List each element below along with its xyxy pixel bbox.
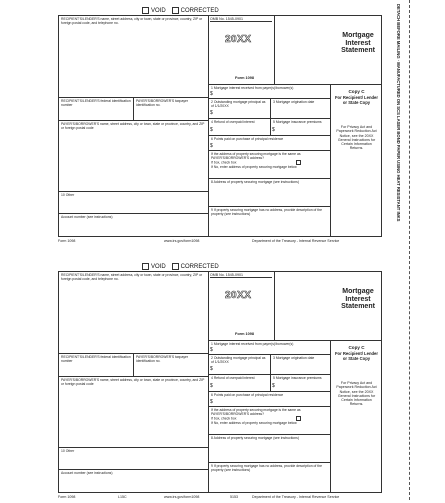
copy-info-block: [331, 85, 382, 236]
void-checkbox[interactable]: VOID: [142, 7, 166, 14]
box10-other-field[interactable]: 10 Other: [59, 448, 209, 470]
perforation-line: [409, 0, 410, 500]
footer-url: www.irs.gov/form1098: [164, 239, 200, 243]
payer-tin-field[interactable]: PAYER'S/BORROWER'S taxpayer identification no.: [134, 98, 209, 121]
box6-points-field[interactable]: 6 Points paid on purchase of principal residence $: [209, 392, 331, 407]
margin-text-strip: [392, 4, 402, 494]
box7-same-address-field[interactable]: If the address of property securing mortgage is the same as PAYER'S/BORROWER'S address? If box, check box If No, enter address of property securing mortgage below: [209, 151, 331, 179]
status-checkboxes: [142, 6, 219, 15]
box9-description-field[interactable]: 9 If property securing mortgage has no address, provide description of the property (see instructions): [209, 207, 331, 236]
box4-refund-field[interactable]: 4 Refund of overpaid interest $: [209, 375, 271, 392]
box5-insurance-field[interactable]: 5 Mortgage insurance premiums $: [271, 375, 331, 392]
box6-points-field[interactable]: 6 Points paid on purchase of principal residence $: [209, 136, 331, 151]
year-block: OMB No. 1545-0901 20XX Form 1098: [209, 16, 275, 85]
payer-name-field[interactable]: PAYER'S/BORROWER'S name, street address, city or town, state or province, country, and ZIP or foreign postal code: [59, 121, 209, 192]
footer-code: L15C: [118, 495, 127, 499]
tax-year: 20XX: [225, 290, 252, 301]
corrected-box-icon[interactable]: [172, 263, 179, 270]
box4-refund-field[interactable]: 4 Refund of overpaid interest $: [209, 119, 271, 136]
void-box-icon[interactable]: [142, 7, 149, 14]
box1-interest-field[interactable]: 1 Mortgage interest received from payer(s)/borrower(s) $: [209, 341, 331, 355]
tax-year: 20XX: [225, 34, 252, 45]
copy-title: Copy C: [348, 89, 365, 94]
recipient-tin-field[interactable]: RECIPIENT'S/LENDER'S federal identification number: [59, 354, 134, 377]
status-checkboxes: [142, 262, 219, 271]
box8-property-address-field[interactable]: 8 Address of property securing mortgage (see instructions): [209, 179, 331, 207]
footer-form-label: Form 1098: [58, 239, 76, 243]
title-block: [275, 16, 382, 85]
copy-subtitle: For Recipient/ Lender or State Copy: [334, 351, 379, 362]
title-block: [275, 272, 382, 341]
form-frame: [58, 15, 382, 237]
form-title: Mortgage Interest Statement: [341, 32, 375, 54]
box2-principal-field[interactable]: 2 Outstanding mortgage principal as of 1/1/20XX $: [209, 355, 271, 375]
void-box-icon[interactable]: [142, 263, 149, 270]
corrected-box-icon[interactable]: [172, 7, 179, 14]
form-footer: [58, 239, 382, 247]
box10-other-field[interactable]: 10 Other: [59, 192, 209, 214]
form-frame: [58, 271, 382, 493]
box7-checkbox-icon[interactable]: [296, 160, 301, 165]
box1-interest-field[interactable]: 1 Mortgage interest received from payer(s)/borrower(s) $: [209, 85, 331, 99]
footer-url: www.irs.gov/form1098: [164, 495, 200, 499]
box3-origination-field[interactable]: 3 Mortgage origination date: [271, 99, 331, 119]
box8-property-address-field[interactable]: 8 Address of property securing mortgage (see instructions): [209, 435, 331, 463]
box5-insurance-field[interactable]: 5 Mortgage insurance premiums $: [271, 119, 331, 136]
footer-dept: Department of the Treasury - Internal Revenue Service: [252, 495, 340, 499]
copy-subtitle: For Recipient/ Lender or State Copy: [334, 95, 379, 106]
box7-checkbox-icon[interactable]: [296, 416, 301, 421]
form-footer: [58, 495, 382, 503]
account-number-field[interactable]: Account number (see instructions): [59, 214, 209, 236]
recipient-tin-field[interactable]: RECIPIENT'S/LENDER'S federal identification number: [59, 98, 134, 121]
recipient-info-field[interactable]: RECIPIENT'S/LENDER'S name, street address, city or town, state or province, country, ZIP or foreign postal code, and telephone no.: [59, 16, 209, 98]
box7-same-address-field[interactable]: If the address of property securing mortgage is the same as PAYER'S/BORROWER'S address? If box, check box If No, enter address of property securing mortgage below: [209, 407, 331, 435]
copy-info-block: [331, 341, 382, 492]
privacy-notice: For Privacy Act and Paperwork Reduction Act Notice, see the 20XX General Instructions for Certain Information Returns.: [336, 125, 377, 151]
corrected-checkbox[interactable]: CORRECTED: [172, 7, 219, 14]
recipient-info-field[interactable]: RECIPIENT'S/LENDER'S name, street address, city or town, state or province, country, ZIP or foreign postal code, and telephone no.: [59, 272, 209, 354]
box3-origination-field[interactable]: 3 Mortgage origination date: [271, 355, 331, 375]
footer-dept: Department of the Treasury - Internal Revenue Service: [252, 239, 340, 243]
payer-name-field[interactable]: PAYER'S/BORROWER'S name, street address, city or town, state or province, country, and ZIP or foreign postal code: [59, 377, 209, 448]
form-title: Mortgage Interest Statement: [341, 288, 375, 310]
account-number-field[interactable]: Account number (see instructions): [59, 470, 209, 492]
copy-title: Copy C: [348, 345, 365, 350]
box9-description-field[interactable]: 9 If property securing mortgage has no address, provide description of the property (see instructions): [209, 463, 331, 492]
box2-principal-field[interactable]: 2 Outstanding mortgage principal as of 1/1/20XX $: [209, 99, 271, 119]
privacy-notice: For Privacy Act and Paperwork Reduction Act Notice, see the 20XX General Instructions for Certain Information Returns.: [336, 381, 377, 407]
corrected-checkbox[interactable]: CORRECTED: [172, 263, 219, 270]
footer-form-label: Form 1098: [58, 495, 76, 499]
payer-tin-field[interactable]: PAYER'S/BORROWER'S taxpayer identification no.: [134, 354, 209, 377]
year-block: OMB No. 1545-0901 20XX Form 1098: [209, 272, 275, 341]
footer-cat: 5153: [230, 495, 238, 499]
margin-text: DETACH BEFORE MAILING · MANUFACTURED ON SCS LASER BOND PAPER USING HEAT RESISTANT INKS: [396, 4, 401, 222]
void-checkbox[interactable]: VOID: [142, 263, 166, 270]
